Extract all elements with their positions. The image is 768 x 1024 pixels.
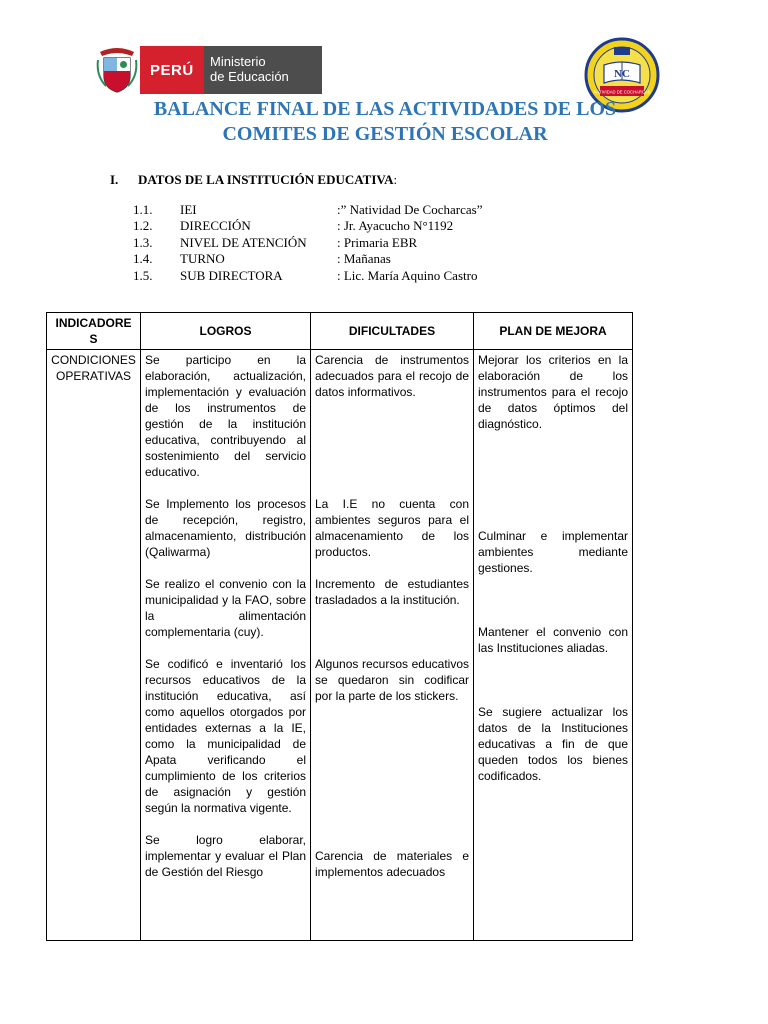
header-plan-de-mejora: PLAN DE MEJORA bbox=[474, 313, 633, 350]
dificultad-item: La I.E no cuenta con ambientes seguros para el almacenamiento de los productos. bbox=[315, 497, 469, 559]
dificultad-item: Carencia de materiales e implementos adecuados bbox=[315, 849, 469, 879]
dificultad-item: Carencia de instrumentos adecuados para el recojo de datos informativos. bbox=[315, 353, 469, 399]
table-row bbox=[47, 350, 633, 941]
data-item-value: : Lic. María Aquino Castro bbox=[337, 268, 478, 283]
data-item-value: : Jr. Ayacucho N°1192 bbox=[337, 218, 454, 233]
data-item-key: IEI bbox=[180, 202, 197, 217]
header-logros: LOGROS bbox=[141, 313, 311, 350]
logro-item: Se codificó e inventarió los recursos educativos de la institución educativa, así como aquellos otorgados por entidades externas a la IE, como la municipalidad de Apata verificando el cumplimiento de los criterios de asignación y gestión según la normativa vigente. bbox=[145, 657, 306, 815]
plan-item: Mejorar los criterios en la elaboración de los instrumentos para el recojo de datos óptimos del diagnóstico. bbox=[478, 353, 628, 431]
data-item-number: 1.5. bbox=[133, 268, 153, 283]
peru-label: PERÚ bbox=[150, 62, 194, 79]
data-item-key: NIVEL DE ATENCIÓN bbox=[180, 235, 307, 250]
peru-coat-of-arms-icon bbox=[96, 46, 138, 94]
data-item-key: DIRECCIÓN bbox=[180, 218, 251, 233]
title-line2: COMITES DE GESTIÓN ESCOLAR bbox=[222, 123, 548, 145]
logro-item: Se Implemento los procesos de recepción, registro, almacenamiento, distribución (Qaliwarma) bbox=[145, 497, 306, 559]
logros-cell bbox=[141, 350, 311, 941]
indicator-text: CONDICIONES OPERATIVAS bbox=[51, 353, 136, 383]
svg-text:NATIVIDAD DE COCHARCAS: NATIVIDAD DE COCHARCAS bbox=[593, 89, 651, 95]
data-item-value: : Primaria EBR bbox=[337, 235, 418, 250]
logro-item: Se realizo el convenio con la municipalidad y la FAO, sobre la alimentación complementaria (cuy). bbox=[145, 577, 306, 639]
data-item-number: 1.1. bbox=[133, 202, 153, 217]
plan-cell bbox=[474, 350, 633, 941]
indicator-cell bbox=[47, 350, 141, 941]
logro-item: Se logro elaborar, implementar y evaluar el Plan de Gestión del Riesgo bbox=[145, 833, 306, 879]
ministry-line2: de Educación bbox=[210, 69, 289, 84]
document-title bbox=[90, 97, 680, 147]
section-number: I. bbox=[110, 172, 119, 187]
data-item-number: 1.4. bbox=[133, 251, 153, 266]
data-item-number: 1.3. bbox=[133, 235, 153, 250]
data-item-value: :” Natividad De Cocharcas” bbox=[337, 202, 483, 217]
ministry-line1: Ministerio bbox=[210, 54, 266, 69]
data-item-value: : Mañanas bbox=[337, 251, 391, 266]
header-dificultades: DIFICULTADES bbox=[311, 313, 474, 350]
section-title-text: DATOS DE LA INSTITUCIÓN EDUCATIVA bbox=[138, 172, 394, 187]
peru-brand-box bbox=[140, 46, 204, 94]
ministry-brand-box bbox=[204, 46, 322, 94]
logro-item: Se participo en la elaboración, actualización, implementación y evaluación de los instrumentos de gestión de la institución educativa, contribuyendo al sostenimiento del servicio educativo. bbox=[145, 353, 306, 479]
table-header-row bbox=[47, 313, 633, 350]
dificultades-cell bbox=[311, 350, 474, 941]
balance-table bbox=[46, 312, 633, 941]
data-item-key: TURNO bbox=[180, 251, 225, 266]
section-title bbox=[138, 172, 397, 188]
plan-item: Mantener el convenio con las Instituciones aliadas. bbox=[478, 625, 628, 655]
plan-item: Se sugiere actualizar los datos de la Instituciones educativas a fin de que queden todos los bienes codificados. bbox=[478, 705, 628, 783]
data-item-key: SUB DIRECTORA bbox=[180, 268, 283, 283]
section-colon: : bbox=[393, 172, 398, 187]
svg-text:NC: NC bbox=[614, 68, 630, 80]
dificultad-item: Algunos recursos educativos se quedaron sin codificar por la parte de los stickers. bbox=[315, 657, 469, 703]
header-indicadores: INDICADORE S bbox=[47, 313, 141, 350]
dificultad-item: Incremento de estudiantes trasladados a la institución. bbox=[315, 577, 469, 607]
title-line1: BALANCE FINAL DE LAS ACTIVIDADES DE LOS bbox=[153, 98, 617, 120]
data-item-number: 1.2. bbox=[133, 218, 153, 233]
plan-item: Culminar e implementar ambientes mediante gestiones. bbox=[478, 529, 628, 575]
